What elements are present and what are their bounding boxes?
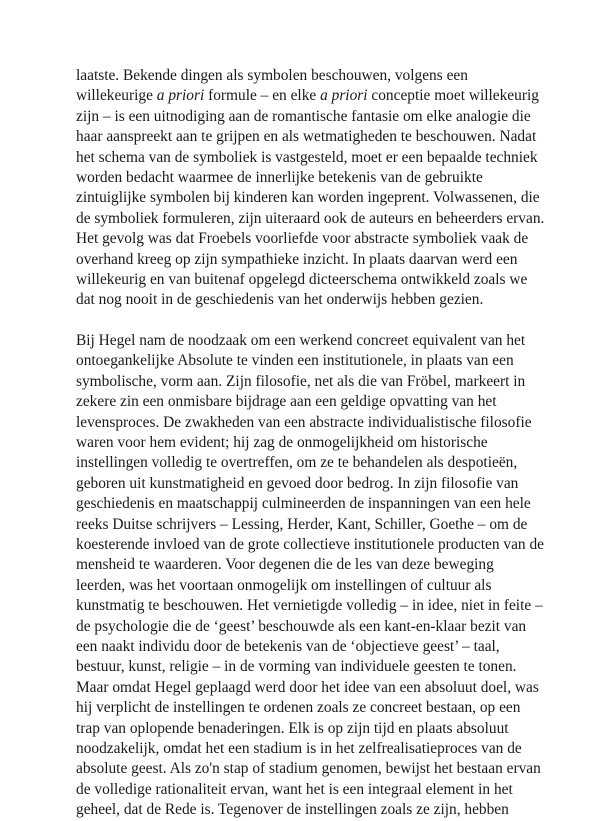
text-line (76, 637, 534, 657)
text-run: mensheid te waarderen. Voor degenen die de les van deze beweging (76, 556, 494, 574)
text-line (76, 270, 534, 290)
paragraph-gap (76, 311, 534, 331)
text-line (76, 453, 534, 473)
text-line (76, 474, 534, 494)
text-line (76, 413, 534, 433)
text-run: een naakt individu door de betekenis van de ‘objectieve geest’ – taal, (76, 637, 500, 655)
text-line (76, 678, 539, 698)
text-line (76, 168, 534, 188)
text-run: levensproces. De zwakheden van een abstracte individualistische filosofie (76, 413, 532, 431)
text-line (76, 66, 534, 86)
text-run: hij verplicht de instellingen te ordenen zoals ze concreet bestaan, op een (76, 699, 521, 717)
text-run: conceptie moet willekeurig (367, 87, 539, 105)
text-line (76, 86, 539, 106)
text-run: symbolische, vorm aan. Zijn filosofie, net als die van Fröbel, markeert in (76, 372, 526, 390)
text-run: Maar omdat Hegel geplaagd werd door het idee van een absoluut doel, was (76, 678, 539, 696)
text-line (76, 331, 534, 351)
text-line (76, 759, 541, 779)
text-run: trap van oplopende benaderingen. Elk is op zijn tijd en plaats absoluut (76, 719, 509, 737)
text-run: laatste. Bekende dingen als symbolen beschouwen, volgens een (76, 67, 468, 84)
text-line (76, 209, 545, 229)
text-run: willekeurige (76, 87, 157, 105)
text-line (76, 351, 534, 371)
text-line (76, 719, 534, 739)
text-line (76, 372, 534, 392)
text-line (76, 250, 534, 270)
text-run: willekeurig en van buitenaf opgelegd dicteerschema ontwikkeld zoals we (76, 271, 528, 289)
text-line (76, 107, 534, 127)
text-run: de volledige rationaliteit ervan, want het is een integraal element in het (76, 780, 513, 798)
text-run: het schema van de symboliek is vastgesteld, moet er een bepaalde techniek (76, 148, 538, 166)
paragraph (76, 66, 545, 311)
text-line (76, 739, 534, 759)
text-line (76, 127, 537, 147)
text-line (76, 392, 534, 412)
text-line (76, 698, 534, 718)
text-run: dat nog nooit in de geschiedenis van het onderwijs hebben gezien. (76, 291, 484, 309)
text-line (76, 596, 543, 616)
text-run: worden bedacht waarmee de innerlijke betekenis van de gebruikte (76, 169, 483, 187)
text-run: Bij Hegel nam de noodzaak om een werkend concreet equivalent van het (76, 331, 526, 349)
text-line (76, 515, 534, 535)
paragraph (76, 331, 544, 821)
text-run: absolute geest. Als zo'n stap of stadium genomen, bewijst het bestaan ervan (76, 760, 541, 778)
document-page (76, 66, 545, 821)
text-line (76, 617, 534, 637)
text-run: instellingen volledig te overtreffen, om ze te behandelen als despotieën, (76, 454, 518, 472)
text-run: zekere zin een onmisbare bijdrage aan een geldige opvatting van het (76, 393, 497, 411)
text-run: leerden, was het voortaan onmogelijk om instellingen of cultuur als (76, 576, 492, 594)
text-run: kunstmatig te beschouwen. Het vernietigde volledig – in idee, niet in feite – (76, 597, 543, 615)
text-run: haar aanspreekt aan te grijpen en als wetmatigheden te beschouwen. Nadat (76, 128, 537, 146)
text-run: geboren uit kunstmatigheid en gevoed door bedrog. In zijn filosofie van (76, 474, 519, 492)
text-run: koesterende invloed van de grote collectieve institutionele producten van de (76, 535, 544, 553)
text-line (76, 188, 540, 208)
text-run: de psychologie die de ‘geest’ beschouwde als een kant-en-klaar bezit van (76, 617, 527, 635)
text-run: geschiedenis en maatschappij culmineerden de inspanningen van een hele (76, 495, 531, 513)
text-line (76, 555, 534, 575)
text-line (76, 433, 534, 453)
italic-run: a priori (156, 87, 205, 105)
text-line (76, 576, 534, 596)
text-run: formule – en elke (204, 87, 321, 105)
text-run: zijn – is een uitnodiging aan de romantische fantasie om elke analogie die (76, 107, 531, 125)
text-line (76, 800, 534, 820)
text-run: zintuiglijke symbolen bij kinderen kan worden ingeprent. Volwassenen, die (76, 189, 540, 207)
text-run: de symboliek formuleren, zijn uiteraard ook de auteurs en beheerders ervan. (76, 209, 545, 227)
text-line (76, 657, 534, 677)
text-run: geheel, dat de Rede is. Tegenover de instellingen zoals ze zijn, hebben (76, 801, 509, 819)
text-line (76, 494, 534, 514)
text-run: ontoegankelijke Absolute te vinden een institutionele, in plaats van een (76, 352, 514, 370)
text-run: overhand kreeg op zijn sympathieke inzicht. In plaats daarvan werd een (76, 250, 518, 268)
text-line (76, 229, 534, 249)
text-run: Het gevolg was dat Froebels voorliefde voor abstracte symboliek vaak de (76, 230, 529, 248)
text-run: bestuur, kunst, religie – in de vorming van individuele geesten te tonen. (76, 658, 517, 676)
text-line (76, 780, 534, 800)
text-run: noodzakelijk, omdat het een stadium is in het zelfrealisatieproces van de (76, 740, 522, 757)
text-run: reeks Duitse schrijvers – Lessing, Herder, Kant, Schiller, Goethe – om de (76, 515, 528, 533)
text-line (76, 148, 538, 168)
text-line (76, 535, 544, 555)
italic-run: a priori (320, 87, 368, 105)
text-run: waren voor hem evident; hij zag de onmogelijkheid om historische (76, 433, 488, 451)
text-line (76, 290, 534, 310)
